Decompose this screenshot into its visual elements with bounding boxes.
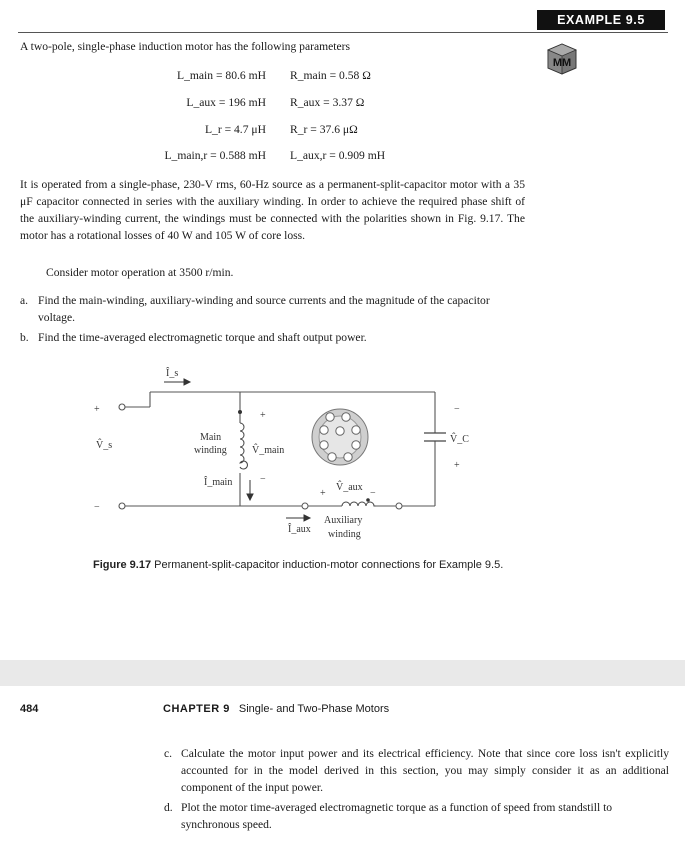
- capacitor-icon: [424, 433, 446, 441]
- header-rule: [18, 32, 668, 33]
- param-left-2: L_aux = 196 mH: [186, 96, 266, 109]
- label-plus-aux: +: [320, 488, 326, 499]
- intro-text: A two-pole, single-phase induction motor has the following parameters: [20, 40, 351, 53]
- label-minus-cap: −: [454, 404, 460, 415]
- question-a-text: Find the main-winding, auxiliary-winding and source currents and the magnitude of the capacitor voltage.: [38, 294, 490, 324]
- label-minus-main: −: [260, 474, 266, 485]
- param-right-2: R_aux = 3.37 Ω: [290, 96, 365, 109]
- param-right-4: L_aux,r = 0.909 mH: [290, 149, 386, 162]
- circuit-diagram: [80, 360, 480, 550]
- param-left-3: L_r = 4.7 μH: [204, 123, 266, 136]
- label-aux-2: winding: [328, 529, 361, 540]
- question-b-text: Find the time-averaged electromagnetic torque and shaft output power.: [38, 331, 367, 344]
- label-vaux: V̂_aux: [336, 482, 363, 493]
- example-badge: EXAMPLE 9.5: [537, 10, 665, 30]
- chapter-title: Single- and Two-Phase Motors: [238, 703, 390, 715]
- label-is: Î_s: [166, 368, 179, 379]
- question-c-letter: c.: [164, 747, 173, 760]
- label-minus-source: −: [94, 502, 100, 513]
- source-current-arrow-icon: [164, 379, 190, 385]
- label-iaux: Î_aux: [288, 524, 311, 535]
- label-plus-cap: +: [454, 460, 460, 471]
- main-winding-coil-icon: [240, 423, 247, 469]
- page-gap: [0, 660, 685, 686]
- aux-current-arrow-icon: [286, 515, 310, 521]
- figure-caption-label: Figure 9.17: [93, 559, 152, 571]
- logo-text: MM: [552, 57, 572, 69]
- label-plus-main: +: [260, 410, 266, 421]
- label-vs: V̂_s: [96, 440, 113, 451]
- label-main-winding-1: Main: [200, 432, 222, 443]
- question-b-letter: b.: [20, 331, 29, 344]
- problem-paragraph: It is operated from a single-phase, 230-V rms, 60-Hz source as a permanent-split-capacitor motor with a 35 μF capacitor connected in series with the auxiliary winding. In order to achieve the required phase shift of the auxiliary-winding current, the windings must be connected with the polarities shown in Fig. 9.17. The motor has a rotational losses of 40 W and 105 W of core loss.: [20, 178, 525, 242]
- label-plus-source: +: [94, 404, 100, 415]
- main-current-arrow-icon: [247, 480, 253, 500]
- auxiliary-winding-coil-icon: [342, 502, 376, 506]
- label-vmain: V̂_main: [252, 445, 285, 456]
- question-a-letter: a.: [20, 294, 29, 307]
- label-imain: Î_main: [204, 477, 233, 488]
- param-right-3: R_r = 37.6 μΩ: [290, 123, 358, 136]
- chapter-label: CHAPTER 9: [163, 703, 230, 715]
- question-d-letter: d.: [164, 801, 173, 814]
- motor-rotor-icon: [312, 409, 368, 465]
- label-minus-aux: −: [370, 488, 376, 499]
- param-left-4: L_main,r = 0.588 mH: [164, 149, 266, 162]
- label-aux-1: Auxiliary: [324, 515, 363, 526]
- param-right-1: R_main = 0.58 Ω: [290, 69, 371, 82]
- label-main-winding-2: winding: [194, 445, 227, 456]
- running-head: [163, 703, 389, 715]
- question-c-text: Calculate the motor input power and its electrical efficiency. Note that since core loss isn't explicitly accounted for in the model derived in this section, you may simply consider it as an additional component of the input power.: [181, 747, 669, 794]
- page-number: 484: [20, 703, 39, 715]
- question-d-text: Plot the motor time-averaged electromagnetic torque as a function of speed from standstill to synchronous speed.: [181, 801, 613, 831]
- label-vc: V̂_C: [450, 434, 469, 445]
- figure-caption: [93, 558, 513, 573]
- param-left-1: L_main = 80.6 mH: [177, 69, 266, 82]
- matlab-logo-icon: [544, 42, 580, 76]
- figure-caption-text: Permanent-split-capacitor induction-motor connections for Example 9.5.: [154, 559, 504, 571]
- consider-text: Consider motor operation at 3500 r/min.: [46, 266, 234, 279]
